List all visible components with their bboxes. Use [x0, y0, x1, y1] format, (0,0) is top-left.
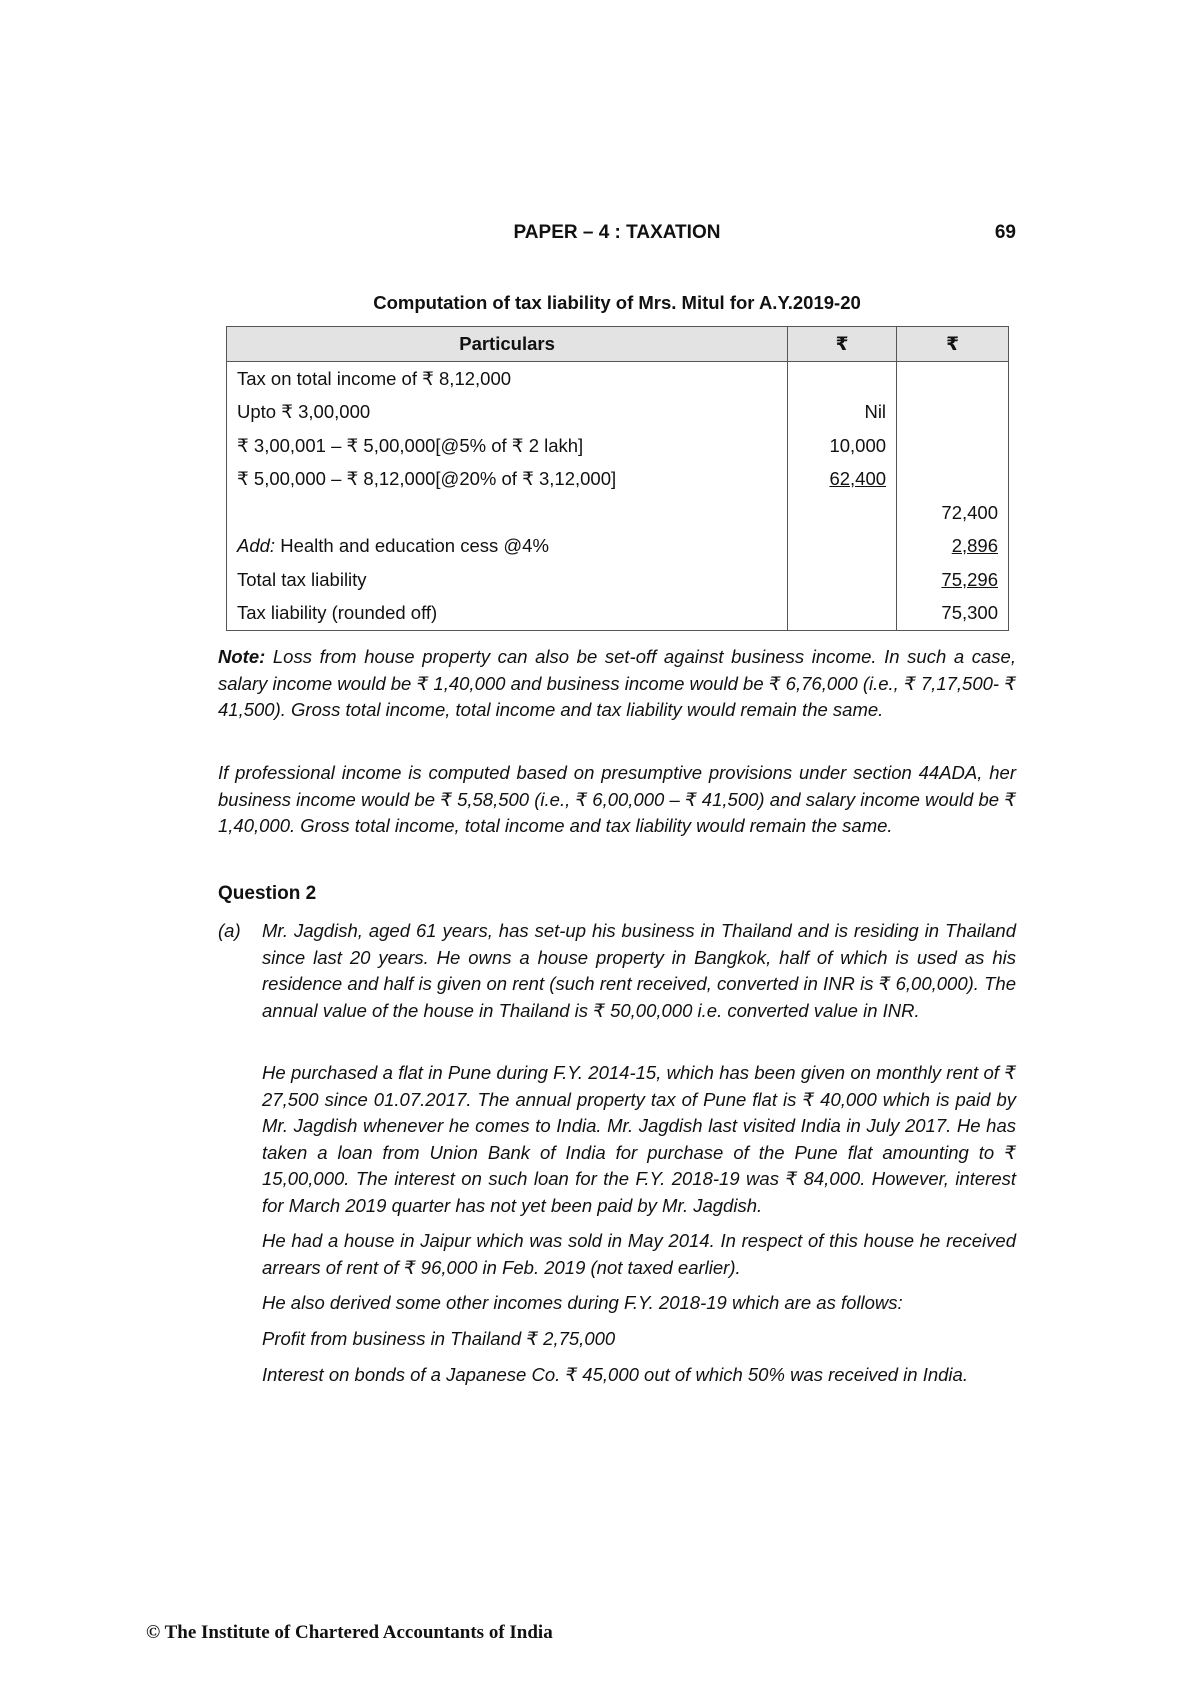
row-label: ₹ 5,00,000 – ₹ 8,12,000[@20% of ₹ 3,12,000] — [227, 463, 788, 497]
copyright-footer: © The Institute of Chartered Accountants of India — [146, 1622, 553, 1643]
row-amount-1 — [788, 530, 897, 564]
table-title: Computation of tax liability of Mrs. Mitul for A.Y.2019-20 — [373, 292, 861, 313]
note-label: Note: — [218, 646, 266, 667]
row-amount-2: 2,896 — [951, 535, 998, 557]
table-row — [227, 597, 1009, 631]
row-amount-1 — [788, 496, 897, 530]
question-paragraph: Mr. Jagdish, aged 61 years, has set-up his business in Thailand and is residing in Thailand since last 20 years. He owns a house property in Bangkok, half of which is used as his residence and half is given on rent (such rent received, converted in INR is ₹ 6,00,000). The annual value of the house in Thailand is ₹ 50,00,000 i.e. converted value in INR. — [262, 920, 1016, 1021]
row-label: ₹ 3,00,001 – ₹ 5,00,000[@5% of ₹ 2 lakh] — [227, 429, 788, 463]
table-row — [227, 496, 1009, 530]
table-row — [227, 463, 1009, 497]
row-label: Tax liability (rounded off) — [227, 597, 788, 631]
row-label-prefix: Add: — [237, 535, 276, 557]
page-header — [218, 222, 1016, 248]
question-paragraph: Interest on bonds of a Japanese Co. ₹ 45,000 out of which 50% was received in India. — [262, 1364, 968, 1385]
row-amount-1: 62,400 — [829, 468, 887, 490]
table-row — [227, 563, 1009, 597]
page-number: 69 — [994, 222, 1016, 243]
question-paragraph: He purchased a flat in Pune during F.Y. 2014-15, which has been given on monthly rent of ₹ 27,500 since 01.07.2017. The annual property tax of Pune flat is ₹ 40,000 which is paid by Mr. Jagdish whenever he comes to India. Mr. Jagdish last visited India in July 2017. He has taken a loan from Union Bank of India for purchase of the Pune flat amounting to ₹ 15,00,000. The interest on such loan for the F.Y. 2018-19 was ₹ 84,000. However, interest for March 2019 quarter has not yet been paid by Mr. Jagdish. — [262, 1062, 1016, 1216]
table-header-row — [227, 327, 1009, 362]
note-text: Loss from house property can also be set-off against business income. In such a case, salary income would be ₹ 1,40,000 and business income would be ₹ 6,76,000 (i.e., ₹ 7,17,500- ₹ 41,500). Gross total income, total income and tax liability would remain the same. — [218, 646, 1016, 720]
tax-computation-table — [226, 326, 1009, 631]
row-amount-2: 75,300 — [897, 597, 1009, 631]
question-part-label: (a) — [218, 920, 241, 941]
row-amount-2 — [897, 362, 1009, 396]
row-label-text: Health and education cess @4% — [275, 535, 549, 557]
row-label — [227, 530, 788, 564]
row-amount-2 — [897, 429, 1009, 463]
question-paragraph: He also derived some other incomes during F.Y. 2018-19 which are as follows: — [262, 1292, 903, 1313]
row-amount-2: 72,400 — [897, 496, 1009, 530]
row-amount-1 — [788, 362, 897, 396]
row-amount-1: Nil — [788, 396, 897, 430]
table-row — [227, 530, 1009, 564]
row-amount-1: 10,000 — [788, 429, 897, 463]
question-paragraph: Profit from business in Thailand ₹ 2,75,000 — [262, 1328, 616, 1349]
paper-title: PAPER – 4 : TAXATION — [513, 222, 721, 243]
question-heading: Question 2 — [218, 883, 317, 904]
row-label — [227, 496, 788, 530]
row-label: Tax on total income of ₹ 8,12,000 — [227, 362, 788, 396]
row-amount-2 — [897, 463, 1009, 497]
note-paragraph-2: If professional income is computed based on presumptive provisions under section 44ADA, her business income would be ₹ 5,58,500 (i.e., ₹ 6,00,000 – ₹ 41,500) and salary income would be ₹ 1,40,000. Gross total income, total income and tax liability would remain the same. — [218, 762, 1016, 836]
note-paragraph — [218, 644, 1016, 724]
question-paragraph: He had a house in Jaipur which was sold in May 2014. In respect of this house he received arrears of rent of ₹ 96,000 in Feb. 2019 (not taxed earlier). — [262, 1230, 1016, 1278]
header-amount-2: ₹ — [897, 327, 1009, 362]
table-row — [227, 362, 1009, 396]
row-amount-1 — [788, 563, 897, 597]
row-amount-2 — [897, 396, 1009, 430]
header-amount-1: ₹ — [788, 327, 897, 362]
row-amount-2: 75,296 — [941, 568, 998, 590]
row-label: Upto ₹ 3,00,000 — [227, 396, 788, 430]
row-amount-1 — [788, 597, 897, 631]
table-row — [227, 429, 1009, 463]
table-row — [227, 396, 1009, 430]
row-label: Total tax liability — [227, 563, 788, 597]
header-particulars: Particulars — [227, 327, 788, 362]
